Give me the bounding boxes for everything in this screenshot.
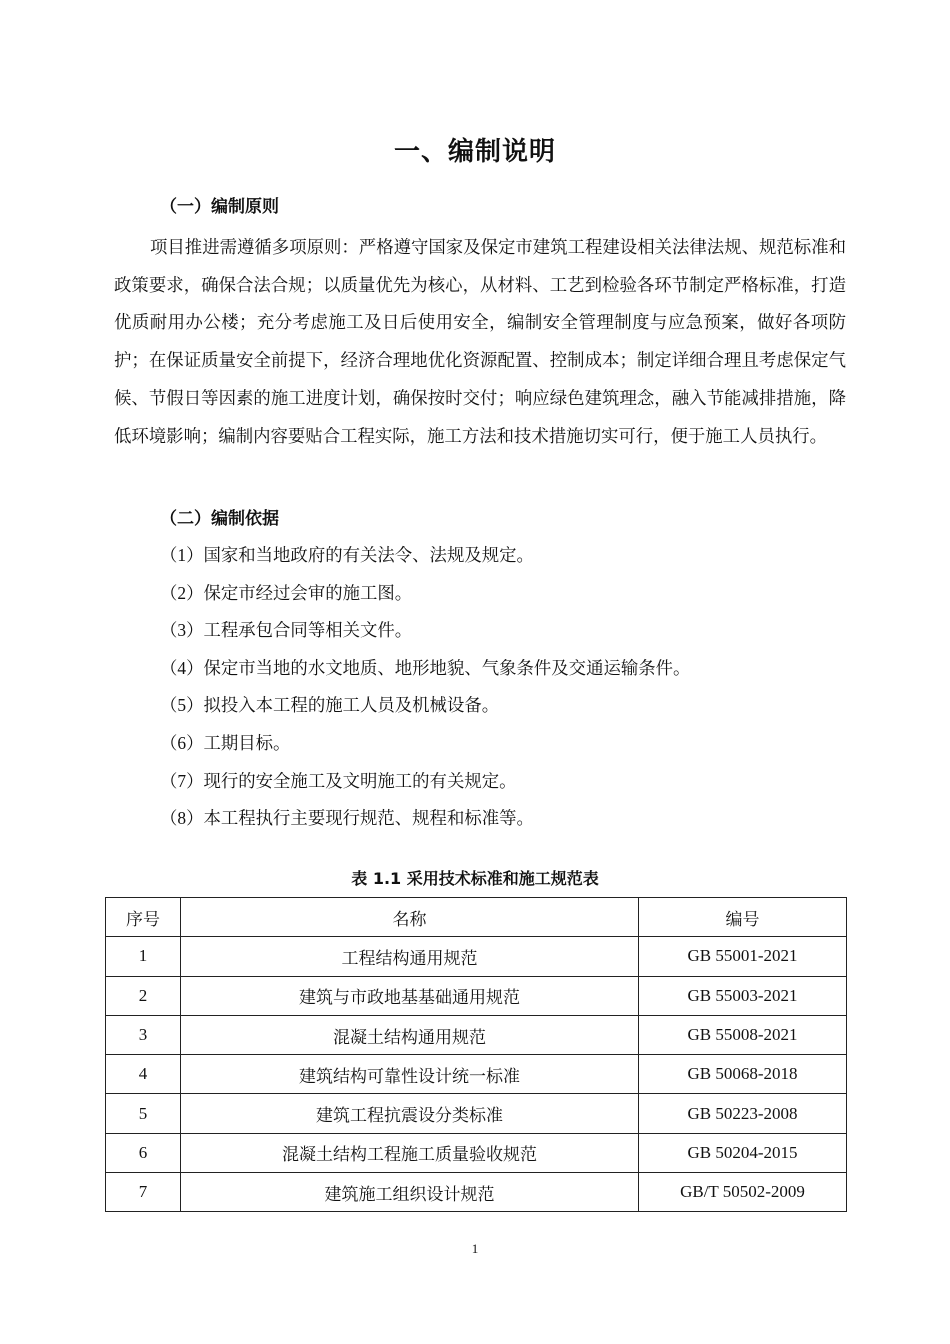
cell-name: 混凝土结构工程施工质量验收规范 <box>181 1133 639 1172</box>
cell-name: 建筑工程抗震设分类标准 <box>181 1094 639 1133</box>
header-seq: 序号 <box>106 898 181 937</box>
section-heading-basis: （二）编制依据 <box>160 509 279 529</box>
page-title: 一、编制说明 <box>393 137 556 167</box>
list-item: （2）保定市经过会审的施工图。 <box>160 582 413 603</box>
table-row <box>106 1015 847 1054</box>
list-item: （6）工期目标。 <box>160 732 291 753</box>
cell-seq: 7 <box>106 1173 181 1212</box>
cell-seq: 6 <box>106 1133 181 1172</box>
section-heading-principles: （一）编制原则 <box>160 197 279 217</box>
cell-seq: 1 <box>106 937 181 976</box>
cell-code: GB 55001-2021 <box>639 937 847 976</box>
list-item: （8）本工程执行主要现行规范、规程和标准等。 <box>160 808 534 829</box>
cell-seq: 2 <box>106 976 181 1015</box>
list-item: （5）拟投入本工程的施工人员及机械设备。 <box>160 695 500 716</box>
table-row <box>106 976 847 1015</box>
table-row <box>106 1055 847 1094</box>
standards-table <box>105 897 847 1212</box>
table-row <box>106 1133 847 1172</box>
cell-code: GB 50068-2018 <box>639 1055 847 1094</box>
list-item: （7）现行的安全施工及文明施工的有关规定。 <box>160 770 517 791</box>
header-name: 名称 <box>181 898 639 937</box>
table-row <box>106 1173 847 1212</box>
cell-name: 混凝土结构通用规范 <box>181 1015 639 1054</box>
table-caption: 表 1.1 采用技术标准和施工规范表 <box>351 869 599 888</box>
cell-code: GB 55008-2021 <box>639 1015 847 1054</box>
cell-seq: 4 <box>106 1055 181 1094</box>
header-code: 编号 <box>639 898 847 937</box>
table-header-row <box>106 898 847 937</box>
table-row <box>106 1094 847 1133</box>
cell-name: 建筑与市政地基基础通用规范 <box>181 976 639 1015</box>
principles-paragraph: 项目推进需遵循多项原则：严格遵守国家及保定市建筑工程建设相关法律法规、规范标准和政策要求，确保合法合规；以质量优先为核心，从材料、工艺到检验各环节制定严格标准，打造优质耐用办公楼；充分考虑施工及日后使用安全，编制安全管理制度与应急预案，做好各项防护；在保证质量安全前提下，经济合理地优化资源配置、控制成本；制定详细合理且考虑保定气候、节假日等因素的施工进度计划，确保按时交付；响应绿色建筑理念，融入节能减排措施，降低环境影响；编制内容要贴合工程实际，施工方法和技术措施切实可行，便于施工人员执行。 <box>114 237 846 446</box>
basis-list <box>160 537 690 838</box>
table-row <box>106 937 847 976</box>
cell-code: GB 50223-2008 <box>639 1094 847 1133</box>
cell-name: 工程结构通用规范 <box>181 937 639 976</box>
list-item: （4）保定市当地的水文地质、地形地貌、气象条件及交通运输条件。 <box>160 657 691 678</box>
list-item: （3）工程承包合同等相关文件。 <box>160 620 413 641</box>
cell-name: 建筑施工组织设计规范 <box>181 1173 639 1212</box>
cell-code: GB 50204-2015 <box>639 1133 847 1172</box>
cell-seq: 3 <box>106 1015 181 1054</box>
cell-seq: 5 <box>106 1094 181 1133</box>
page-number: 1 <box>471 1241 479 1256</box>
cell-name: 建筑结构可靠性设计统一标准 <box>181 1055 639 1094</box>
cell-code: GB/T 50502-2009 <box>639 1173 847 1212</box>
list-item: （1）国家和当地政府的有关法令、法规及规定。 <box>160 545 534 565</box>
cell-code: GB 55003-2021 <box>639 976 847 1015</box>
